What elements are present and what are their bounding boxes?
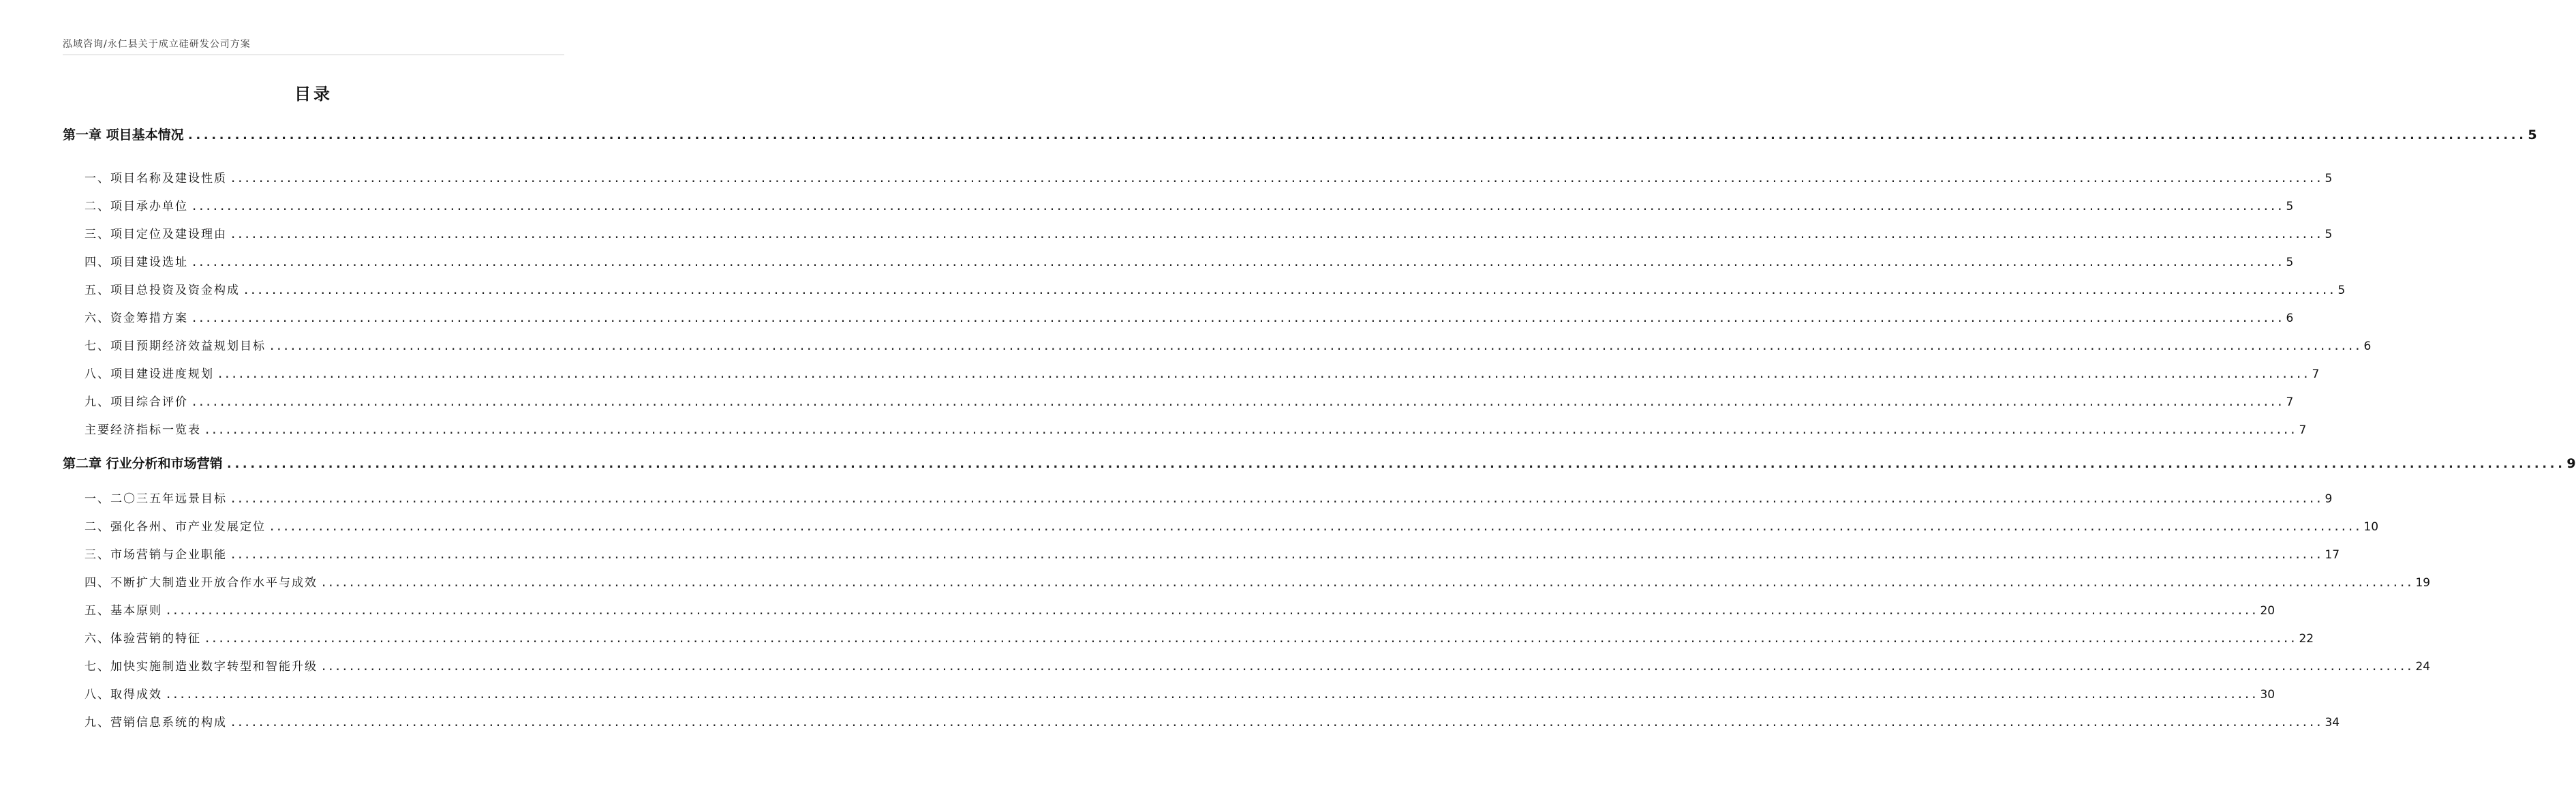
toc-page-number: 24: [2415, 660, 2431, 674]
toc-entry-number: 八、: [85, 367, 110, 381]
toc-dot-leader: ............................................................................................................................................................................................................................................................................................................: [243, 284, 2335, 297]
toc-entry-number: 六、: [85, 632, 110, 646]
toc-dot-leader: ............................................................................................................................................................................................................................................................................................................: [230, 548, 2322, 562]
toc-section-entry[interactable]: [63, 629, 2314, 646]
toc-dot-leader: ............................................................................................................................................................................................................................................................................................................: [230, 492, 2322, 506]
toc-section-entry[interactable]: [63, 224, 2333, 241]
toc-entry-number: 二、: [85, 520, 110, 534]
toc-entry-label: 取得成效: [110, 688, 162, 702]
toc-page-number: 20: [2260, 604, 2275, 618]
toc-section-entry[interactable]: [63, 392, 2294, 409]
toc-dot-leader: ............................................................................................................................................................................................................................................................................................................: [230, 228, 2322, 241]
toc-section-entry[interactable]: [63, 364, 2320, 381]
toc-section-entry[interactable]: [63, 420, 2307, 437]
toc-chapter-entry[interactable]: [63, 453, 2576, 472]
toc-section-entry[interactable]: [63, 196, 2294, 213]
toc-entry-label: 项目建设进度规划: [110, 367, 214, 381]
toc-section-entry[interactable]: [63, 685, 2275, 702]
toc-entry-label: 二〇三五年远景目标: [110, 492, 227, 506]
toc-entry-label: 主要经济指标一览表: [85, 423, 201, 437]
toc-section-entry[interactable]: [63, 573, 2431, 590]
toc-section-entry[interactable]: [63, 336, 2372, 353]
toc-section-entry[interactable]: [63, 545, 2340, 562]
toc-entry-label: 项目名称及建设性质: [110, 172, 227, 185]
toc-page-number: 5: [2325, 172, 2333, 185]
toc-entry-label: 市场营销与企业职能: [110, 548, 227, 562]
toc-page-number: 6: [2286, 312, 2294, 325]
toc-section-entry[interactable]: [63, 517, 2379, 534]
toc-section-entry[interactable]: [63, 168, 2333, 185]
toc-entry-number: 六、: [85, 312, 110, 325]
toc-dot-leader: ............................................................................................................................................................................................................................................................................................................: [269, 520, 2361, 534]
toc-page-number: 5: [2325, 228, 2333, 241]
toc-page-number: 5: [2286, 256, 2294, 269]
toc-entry-number: 九、: [85, 716, 110, 730]
toc-dot-leader: ............................................................................................................................................................................................................................................................................................................: [320, 576, 2413, 590]
toc-entry-label: 项目预期经济效益规划目标: [110, 340, 266, 353]
toc-page-number: 22: [2299, 632, 2314, 646]
toc-dot-leader: ............................................................................................................................................................................................................................................................................................................: [230, 172, 2322, 185]
toc-dot-leader: ............................................................................................................................................................................................................................................................................................................: [165, 604, 2258, 618]
toc-entry-number: 三、: [85, 228, 110, 241]
toc-page-number: 6: [2363, 340, 2372, 353]
toc-entry-label: 项目总投资及资金构成: [110, 284, 240, 297]
toc-section-entry[interactable]: [63, 280, 2346, 297]
toc-dot-leader: ............................................................................................................................................................................................................................................................................................................: [204, 632, 2297, 646]
toc-section-entry[interactable]: [63, 252, 2294, 269]
toc-entry-label: 项目承办单位: [110, 200, 188, 213]
toc-entry-label: 营销信息系统的构成: [110, 716, 227, 730]
toc-entry-number: 三、: [85, 548, 110, 562]
toc-entry-label: 资金筹措方案: [110, 312, 188, 325]
toc-page-number: 5: [2528, 127, 2537, 142]
toc-entry-number: 二、: [85, 200, 110, 213]
toc-page-number: 34: [2325, 716, 2340, 730]
toc-entry-label: 体验营销的特征: [110, 632, 201, 646]
toc-title: 目录: [294, 85, 333, 104]
toc-dot-leader: ............................................................................................................................................................................................................................................................................................................: [269, 340, 2361, 353]
toc-dot-leader: ............................................................................................................................................................................................................................................................................................................: [204, 423, 2297, 437]
toc-dot-leader: ............................................................................................................................................................................................................................................................................................................: [186, 127, 2526, 142]
toc-page-number: 17: [2325, 548, 2340, 562]
toc-entry-number: 一、: [85, 172, 110, 185]
toc-entry-number: 一、: [85, 492, 110, 506]
toc-entry-label: 项目建设选址: [110, 256, 188, 269]
toc-section-entry[interactable]: [63, 489, 2333, 506]
toc-entry-number: 五、: [85, 604, 110, 618]
toc-page-number: 9: [2325, 492, 2333, 506]
toc-dot-leader: ............................................................................................................................................................................................................................................................................................................: [165, 688, 2258, 702]
toc-page-number: 7: [2286, 395, 2294, 409]
toc-section-entry[interactable]: [63, 601, 2275, 618]
toc-entry-label: 不断扩大制造业开放合作水平与成效: [110, 576, 318, 590]
toc-entry-label: 强化各州、市产业发展定位: [110, 520, 266, 534]
toc-page-number: 9: [2566, 456, 2576, 471]
toc-entry-label: 第一章 项目基本情况: [63, 127, 184, 142]
toc-dot-leader: ............................................................................................................................................................................................................................................................................................................: [191, 256, 2284, 269]
toc-page-number: 19: [2415, 576, 2431, 590]
toc-entry-number: 九、: [85, 395, 110, 409]
toc-dot-leader: ............................................................................................................................................................................................................................................................................................................: [191, 395, 2284, 409]
toc-dot-leader: ............................................................................................................................................................................................................................................................................................................: [191, 312, 2284, 325]
toc-chapter-entry[interactable]: [63, 125, 2537, 143]
toc-entry-label: 加快实施制造业数字转型和智能升级: [110, 660, 318, 674]
toc-entry-number: 四、: [85, 576, 110, 590]
toc-entry-label: 第二章 行业分析和市场营销: [63, 456, 223, 471]
toc-dot-leader: ............................................................................................................................................................................................................................................................................................................: [191, 200, 2284, 213]
toc-page-number: 10: [2363, 520, 2379, 534]
toc-section-entry[interactable]: [63, 712, 2340, 730]
toc-page-number: 30: [2260, 688, 2275, 702]
toc-entry-label: 项目综合评价: [110, 395, 188, 409]
toc-section-entry[interactable]: [63, 308, 2294, 325]
running-header: 泓域咨询/永仁县关于成立硅研发公司方案: [63, 39, 251, 50]
toc-entry-label: 项目定位及建设理由: [110, 228, 227, 241]
toc-entry-number: 四、: [85, 256, 110, 269]
toc-entry-number: 七、: [85, 660, 110, 674]
toc-page-number: 7: [2312, 367, 2320, 381]
toc-section-entry[interactable]: [63, 657, 2431, 674]
toc-dot-leader: ............................................................................................................................................................................................................................................................................................................: [225, 456, 2564, 471]
toc-dot-leader: ............................................................................................................................................................................................................................................................................................................: [320, 660, 2413, 674]
toc-entry-number: 八、: [85, 688, 110, 702]
toc-entry-number: 五、: [85, 284, 110, 297]
toc-page-number: 5: [2337, 284, 2346, 297]
toc-page-number: 5: [2286, 200, 2294, 213]
toc-entry-number: 七、: [85, 340, 110, 353]
toc-entry-label: 基本原则: [110, 604, 162, 618]
toc-dot-leader: ............................................................................................................................................................................................................................................................................................................: [217, 367, 2310, 381]
toc-dot-leader: ............................................................................................................................................................................................................................................................................................................: [230, 716, 2322, 730]
toc-page-number: 7: [2299, 423, 2307, 437]
